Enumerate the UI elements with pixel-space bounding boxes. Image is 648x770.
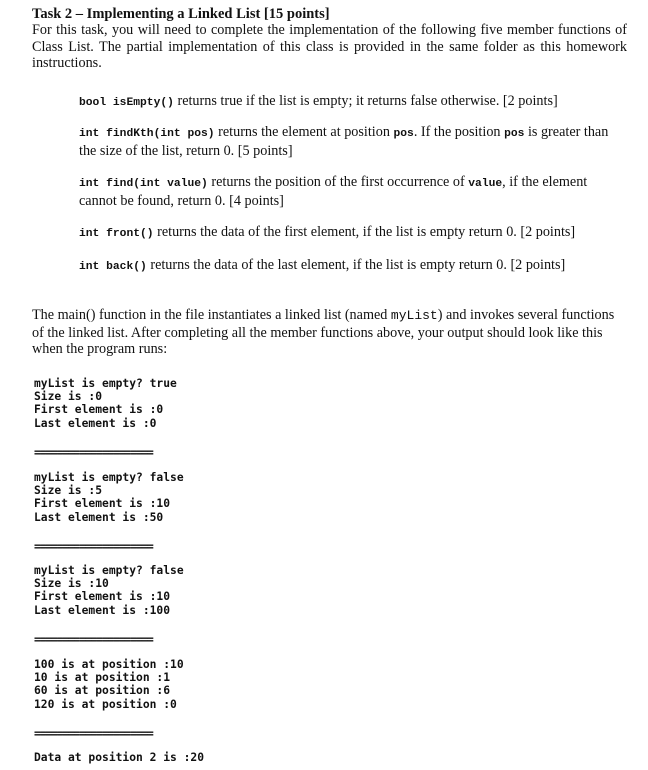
output-line: Size is :0 xyxy=(34,390,103,404)
main-text: ) and invokes several functions of the linked list. After completing all the member functions above, your output should look like this when the program runs: xyxy=(32,307,615,357)
param-name: pos xyxy=(504,128,525,140)
task-intro: For this task, you will need to complete the implementation of the following five member functions of Class List. The partial implementation of this class is provided in the same folder as this homework instructions. xyxy=(32,22,627,71)
function-signature: int front() xyxy=(79,228,154,240)
function-findkth xyxy=(79,124,624,159)
output-separator: ===================== xyxy=(34,727,153,740)
output-line: Size is :5 xyxy=(34,484,103,498)
output-line: Last element is :0 xyxy=(34,416,157,430)
function-description: returns true if the list is empty; it returns false otherwise. [2 points] xyxy=(173,93,558,109)
function-signature: int back() xyxy=(79,261,147,273)
inline-code: myList xyxy=(390,308,438,323)
output-block-2 xyxy=(34,471,184,524)
function-description: returns the data of the last element, if the list is empty return 0. [2 points] xyxy=(146,257,566,273)
output-line: Size is :10 xyxy=(34,577,109,591)
output-separator: ===================== xyxy=(34,633,153,646)
function-signature: bool isEmpty() xyxy=(79,97,174,109)
output-line: Last element is :50 xyxy=(34,510,164,524)
function-description: is greater than the size of the list, return 0. [5 points] xyxy=(79,124,609,159)
function-signature: int find(int value) xyxy=(79,178,208,190)
output-block-5 xyxy=(34,751,204,764)
function-description: , if the element cannot be found, return 0. [4 points] xyxy=(79,174,588,209)
function-front xyxy=(79,224,624,243)
function-find xyxy=(79,174,624,209)
function-signature: int findKth(int pos) xyxy=(79,128,215,140)
main-text: The main() function in the file instantiates a linked list (named xyxy=(32,307,391,323)
function-description: . If the position xyxy=(413,124,505,140)
output-line: myList is empty? false xyxy=(34,564,184,577)
function-back xyxy=(79,257,624,276)
param-name: value xyxy=(468,178,503,190)
param-name: pos xyxy=(393,128,414,140)
output-separator: ===================== xyxy=(34,540,153,553)
task-heading: Task 2 – Implementing a Linked List [15 points] xyxy=(32,6,330,22)
function-description: returns the data of the first element, if the list is empty return 0. [2 points] xyxy=(153,224,576,240)
output-line: First element is :10 xyxy=(34,590,171,604)
function-isempty xyxy=(79,93,624,112)
output-line: 10 is at position :1 xyxy=(34,671,171,685)
output-line: First element is :10 xyxy=(34,497,171,511)
output-separator: ===================== xyxy=(34,446,153,459)
output-line: myList is empty? true xyxy=(34,377,177,390)
output-block-3 xyxy=(34,564,184,617)
output-line: First element is :0 xyxy=(34,403,164,417)
output-line: Last element is :100 xyxy=(34,603,171,617)
output-block-4 xyxy=(34,658,184,711)
output-line: 100 is at position :10 xyxy=(34,658,184,671)
output-line: myList is empty? false xyxy=(34,471,184,484)
function-description: returns the element at position xyxy=(214,124,394,140)
output-block-1 xyxy=(34,377,177,430)
output-line: 60 is at position :6 xyxy=(34,684,171,698)
output-line: Data at position 2 is :20 xyxy=(34,751,205,764)
output-line: 120 is at position :0 xyxy=(34,697,177,711)
main-description xyxy=(32,307,622,358)
function-description: returns the position of the first occurrence of xyxy=(207,174,469,190)
